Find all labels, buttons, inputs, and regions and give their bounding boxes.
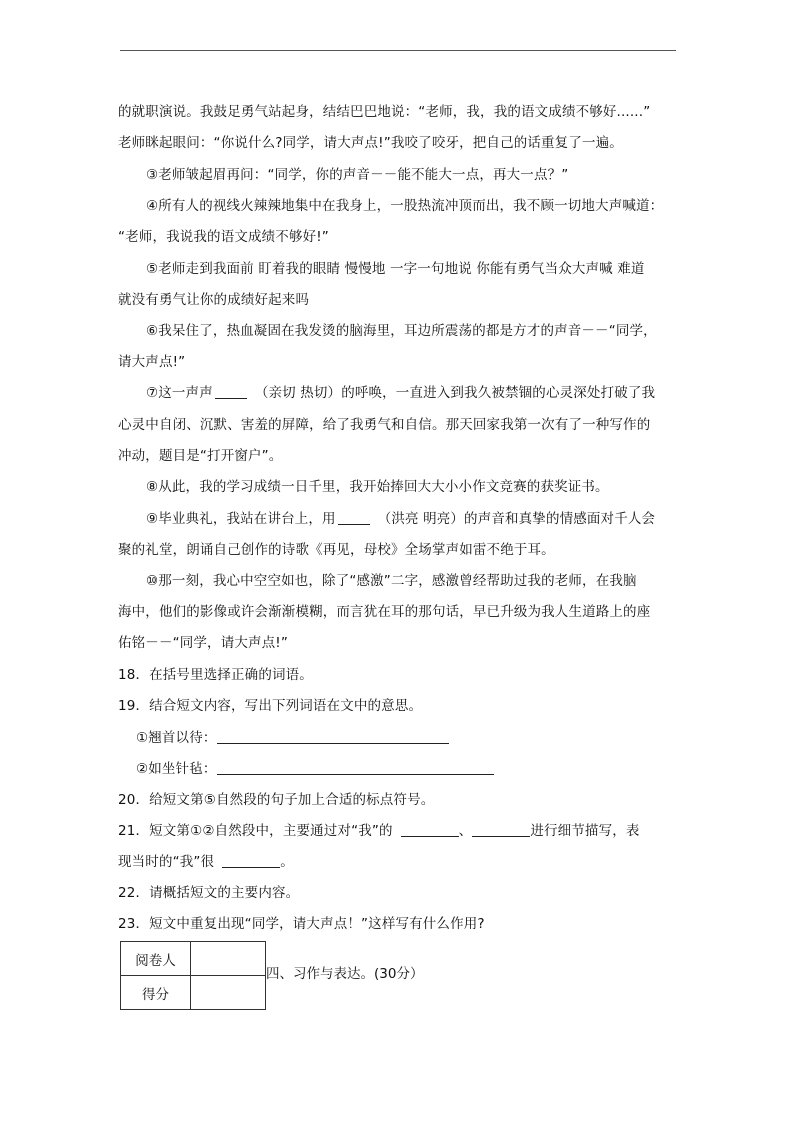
question-21-text: 21．短文第①②自然段中，主要通过对“我”的 (118, 823, 393, 839)
passage-line: 的就职演说。我鼓足勇气站起身，结结巴巴地说：“老师，我，我的语文成绩不够好......” (118, 104, 651, 120)
answer-blank-19-2[interactable] (217, 760, 494, 775)
question-23: 23．短文中重复出现“同学，请大声点！”这样写有什么作用? (118, 916, 485, 932)
answer-blank-21-2[interactable] (472, 822, 530, 837)
question-19-2-label: ②如坐针毡： (136, 761, 217, 777)
question-21-sep: 、 (458, 823, 473, 839)
question-22: 22．请概括短文的主要内容。 (118, 885, 300, 901)
paragraph-7 (146, 384, 678, 402)
question-21 (118, 822, 678, 840)
paragraph-5: ⑤老师走到我面前 盯着我的眼睛 慢慢地 一字一句地说 你能有勇气当众大声喊 难道 (146, 261, 645, 277)
question-20: 20．给短文第⑤自然段的句子加上合适的标点符号。 (118, 792, 435, 808)
passage-line: 就没有勇气让你的成绩好起来吗 (118, 292, 310, 308)
question-19-1-label: ①翘首以待： (136, 730, 217, 746)
question-21-end: 。 (280, 854, 294, 870)
passage-line: 海中，他们的影像或许会渐渐模糊，而言犹在耳的那句话，早已升级为我人生道路上的座 (118, 604, 651, 620)
question-19: 19．结合短文内容，写出下列词语在文中的意思。 (118, 698, 423, 714)
section-title: 四、习作与表达。(30分） (266, 966, 424, 982)
score-table (120, 941, 266, 1010)
question-21-text-cont: 进行细节描写，表 (530, 823, 640, 839)
passage-line: “老师，我说我的语文成绩不够好!” (118, 229, 329, 245)
question-19-2 (136, 760, 678, 778)
paragraph-7-text-cont: （亲切 热切）的呼唤，一直进入到我久被禁锢的心灵深处打破了我 (254, 385, 656, 401)
score-cell[interactable] (191, 976, 266, 1010)
fill-blank-2[interactable] (338, 510, 370, 525)
reviewer-label: 阅卷人 (121, 942, 191, 976)
passage-line: 请大声点!” (118, 354, 186, 370)
paragraph-6: ⑥我呆住了，热血凝固在我发烫的脑海里，耳边所震荡的都是方才的声音－－“同学， (146, 323, 657, 339)
reviewer-cell[interactable] (191, 942, 266, 976)
paragraph-3: ③老师皱起眉再问：“同学，你的声音－－能不能大一点，再大一点？” (146, 167, 569, 183)
paragraph-4: ④所有人的视线火辣辣地集中在我身上，一股热流冲顶而出，我不顾一切地大声喊道： (146, 198, 664, 214)
answer-blank-19-1[interactable] (217, 729, 449, 744)
question-18: 18．在括号里选择正确的词语。 (118, 667, 313, 683)
passage-line: 老师眯起眼问：“你说什么?同学，请大声点!”我咬了咬牙，把自己的话重复了一遍。 (118, 135, 623, 151)
passage-line: 佑铭－－“同学，请大声点!” (118, 635, 288, 651)
question-21-text-line2: 现当时的“我”很 (118, 854, 215, 870)
paragraph-9 (146, 510, 678, 528)
paragraph-8: ⑧从此，我的学习成绩一日千里，我开始捧回大大小小作文竞赛的获奖证书。 (146, 479, 609, 495)
answer-blank-21-3[interactable] (222, 853, 280, 868)
score-label: 得分 (121, 976, 191, 1010)
paragraph-7-text: ⑦这一声声 (146, 385, 213, 401)
passage-line: 聚的礼堂，朗诵自己创作的诗歌《再见，母校》全场掌声如雷不绝于耳。 (118, 542, 555, 558)
answer-blank-21-1[interactable] (401, 822, 459, 837)
passage-line: 心灵中自闭、沉默、害羞的屏障，给了我勇气和自信。那天回家我第一次有了一种写作的 (118, 417, 651, 433)
paragraph-10: ⑩那一刻，我心中空空如也，除了“感激”二字，感激曾经帮助过我的老师，在我脑 (146, 573, 637, 589)
passage-line: 冲动，题目是“打开窗户”。 (118, 448, 283, 464)
paragraph-9-text-cont: （洪亮 明亮）的声音和真挚的情感面对千人会 (377, 511, 656, 527)
fill-blank-1[interactable] (215, 384, 247, 399)
paragraph-9-text: ⑨毕业典礼，我站在讲台上，用 (146, 511, 336, 527)
question-19-1 (136, 729, 678, 747)
header-rule (120, 50, 676, 51)
question-21-cont (118, 853, 678, 871)
